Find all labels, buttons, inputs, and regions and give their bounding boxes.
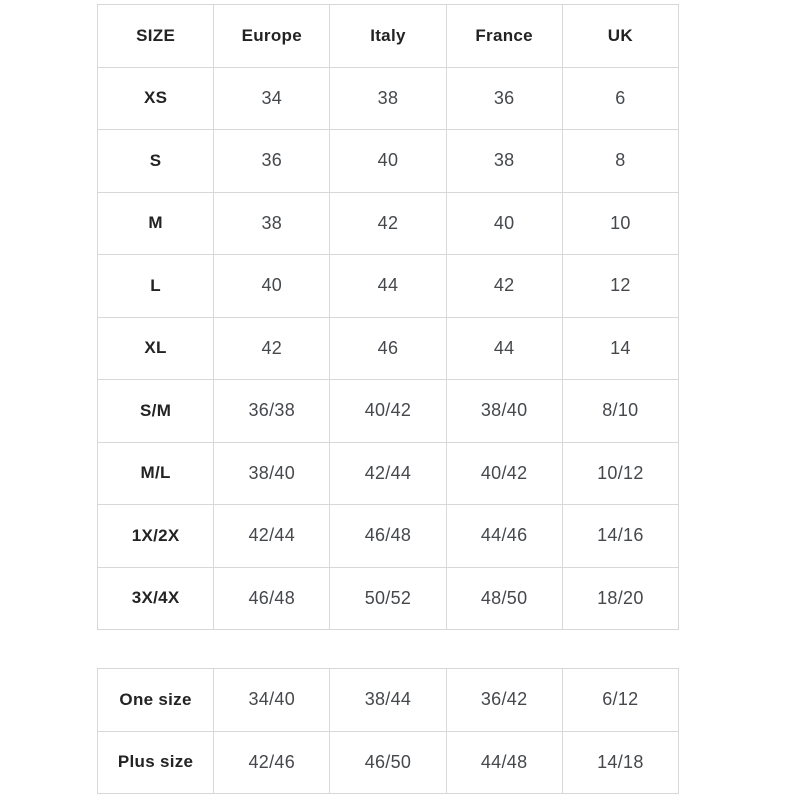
value-cell: 38 xyxy=(214,192,330,255)
value-cell: 46/48 xyxy=(214,567,330,630)
row-label-cell: Plus size xyxy=(98,731,214,794)
value-cell: 46 xyxy=(330,317,446,380)
value-cell: 42 xyxy=(330,192,446,255)
value-cell: 18/20 xyxy=(562,567,678,630)
header-cell-france: France xyxy=(446,5,562,68)
value-cell: 6/12 xyxy=(562,669,678,732)
header-cell-europe: Europe xyxy=(214,5,330,68)
size-row-s-m xyxy=(98,380,679,443)
value-cell: 46/48 xyxy=(330,505,446,568)
size-row-s xyxy=(98,130,679,193)
header-row xyxy=(98,5,679,68)
value-cell: 10/12 xyxy=(562,442,678,505)
row-label-cell: M xyxy=(98,192,214,255)
value-cell: 34 xyxy=(214,67,330,130)
size-row-m-l xyxy=(98,442,679,505)
value-cell: 8/10 xyxy=(562,380,678,443)
value-cell: 40 xyxy=(446,192,562,255)
value-cell: 14/16 xyxy=(562,505,678,568)
row-label-cell: XS xyxy=(98,67,214,130)
value-cell: 40 xyxy=(330,130,446,193)
value-cell: 42 xyxy=(214,317,330,380)
value-cell: 10 xyxy=(562,192,678,255)
value-cell: 44/46 xyxy=(446,505,562,568)
value-cell: 40 xyxy=(214,255,330,318)
value-cell: 50/52 xyxy=(330,567,446,630)
value-cell: 40/42 xyxy=(446,442,562,505)
value-cell: 42 xyxy=(446,255,562,318)
value-cell: 36 xyxy=(446,67,562,130)
row-label-cell: 1X/2X xyxy=(98,505,214,568)
value-cell: 38 xyxy=(330,67,446,130)
value-cell: 44 xyxy=(446,317,562,380)
size-row-1x-2x xyxy=(98,505,679,568)
header-cell-size: SIZE xyxy=(98,5,214,68)
row-label-cell: 3X/4X xyxy=(98,567,214,630)
size-row-plus-size xyxy=(98,731,679,794)
row-label-cell: XL xyxy=(98,317,214,380)
value-cell: 36 xyxy=(214,130,330,193)
value-cell: 38/40 xyxy=(446,380,562,443)
value-cell: 44 xyxy=(330,255,446,318)
size-row-xs xyxy=(98,67,679,130)
size-conversion-table-special xyxy=(97,668,679,794)
value-cell: 8 xyxy=(562,130,678,193)
value-cell: 46/50 xyxy=(330,731,446,794)
value-cell: 36/38 xyxy=(214,380,330,443)
size-row-3x-4x xyxy=(98,567,679,630)
header-cell-italy: Italy xyxy=(330,5,446,68)
row-label-cell: L xyxy=(98,255,214,318)
size-row-l xyxy=(98,255,679,318)
value-cell: 44/48 xyxy=(446,731,562,794)
row-label-cell: M/L xyxy=(98,442,214,505)
value-cell: 40/42 xyxy=(330,380,446,443)
value-cell: 42/44 xyxy=(214,505,330,568)
row-label-cell: S/M xyxy=(98,380,214,443)
value-cell: 42/44 xyxy=(330,442,446,505)
row-label-cell: S xyxy=(98,130,214,193)
value-cell: 42/46 xyxy=(214,731,330,794)
size-row-one-size xyxy=(98,669,679,732)
value-cell: 14/18 xyxy=(562,731,678,794)
value-cell: 38/44 xyxy=(330,669,446,732)
value-cell: 6 xyxy=(562,67,678,130)
value-cell: 38 xyxy=(446,130,562,193)
header-cell-uk: UK xyxy=(562,5,678,68)
size-row-xl xyxy=(98,317,679,380)
row-label-cell: One size xyxy=(98,669,214,732)
value-cell: 36/42 xyxy=(446,669,562,732)
size-conversion-table-main xyxy=(97,4,679,630)
value-cell: 14 xyxy=(562,317,678,380)
value-cell: 38/40 xyxy=(214,442,330,505)
value-cell: 34/40 xyxy=(214,669,330,732)
size-row-m xyxy=(98,192,679,255)
value-cell: 48/50 xyxy=(446,567,562,630)
value-cell: 12 xyxy=(562,255,678,318)
